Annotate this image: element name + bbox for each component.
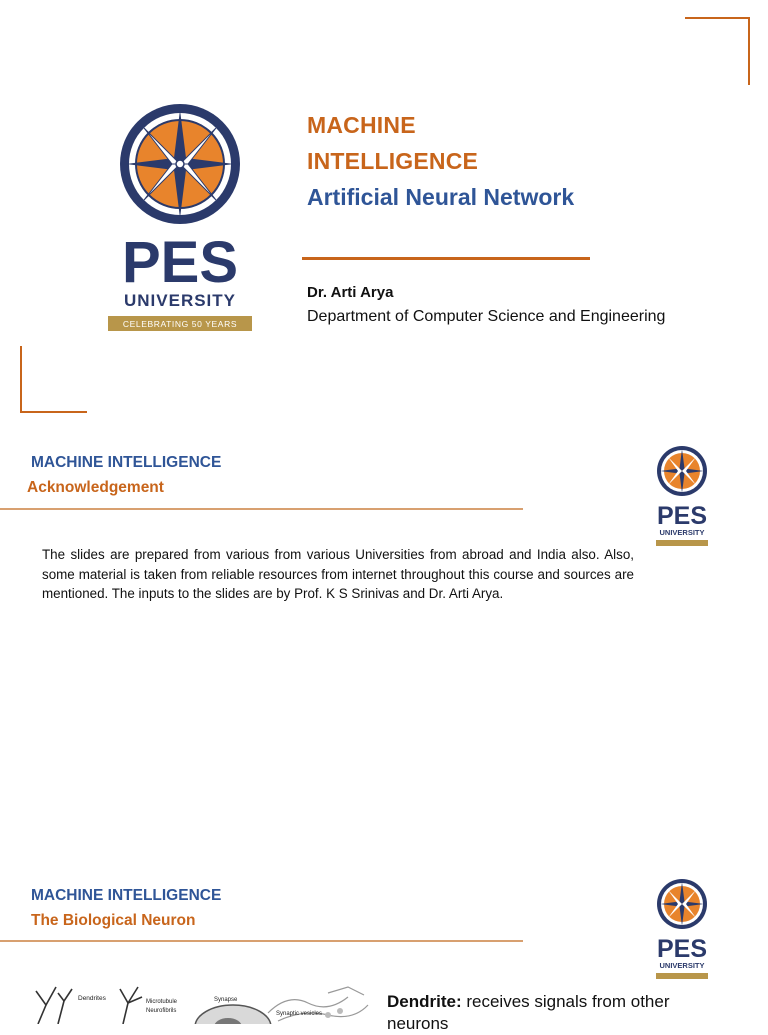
logo-sub: UNIVERSITY	[123, 291, 237, 310]
slide2-header-divider	[0, 508, 523, 510]
corner-bracket-top-right-vertical	[748, 17, 750, 85]
acknowledgement-text: The slides are prepared from various from various Universities from abroad and India also. Also, some material is taken from reliable resources from internet throughout this course and sources are mentioned. The inputs to the slides are by Prof. K S Srinivas and Dr. Arti Arya.	[42, 547, 634, 601]
pes-logo-small	[653, 879, 711, 981]
label-dendrites: Dendrites	[78, 995, 106, 1002]
slide3-header-main: MACHINE INTELLIGENCE	[31, 887, 222, 904]
logo-name: PES	[656, 935, 708, 963]
definition-text: receives signals from other neurons	[387, 992, 670, 1033]
logo-sub: UNIVERSITY	[659, 961, 705, 970]
slide2-header-sub: Acknowledgement	[27, 479, 164, 496]
label-synaptic-vesicles: Synaptic vesicles	[276, 1011, 323, 1017]
label-synapse: Synapse	[214, 997, 238, 1003]
title-divider	[302, 257, 590, 260]
compass-icon	[120, 104, 240, 224]
compass-icon	[657, 446, 707, 496]
term-dendrite: Dendrite:	[387, 992, 462, 1011]
corner-bracket-bottom-left	[20, 411, 87, 413]
label-microtubule: Microtubule	[146, 999, 178, 1005]
pes-university-logo	[104, 102, 256, 334]
dendrite-definition	[387, 991, 707, 1035]
slide3-header-divider	[0, 940, 523, 942]
pes-logo-small	[653, 446, 711, 548]
department-name: Department of Computer Science and Engineering	[307, 308, 666, 325]
subtitle: Artificial Neural Network	[307, 184, 575, 210]
title-line-2: INTELLIGENCE	[307, 148, 479, 174]
neuron-diagram	[28, 983, 384, 1024]
logo-banner	[656, 540, 708, 546]
logo-banner-text: CELEBRATING 50 YEARS	[122, 319, 238, 329]
compass-icon	[657, 879, 707, 929]
logo-name: PES	[656, 502, 708, 530]
label-neurofibrils: Neurofibrils	[146, 1008, 177, 1014]
corner-bracket-bottom-left-vertical	[20, 346, 22, 413]
author-name: Dr. Arti Arya	[307, 284, 394, 301]
logo-sub: UNIVERSITY	[659, 528, 705, 537]
slide2-header-main: MACHINE INTELLIGENCE	[31, 454, 222, 471]
slide3-header-sub: The Biological Neuron	[31, 912, 196, 929]
logo-name: PES	[121, 230, 239, 295]
corner-bracket-top-right	[685, 17, 750, 19]
title-line-1: MACHINE	[307, 112, 416, 138]
logo-banner	[656, 973, 708, 979]
